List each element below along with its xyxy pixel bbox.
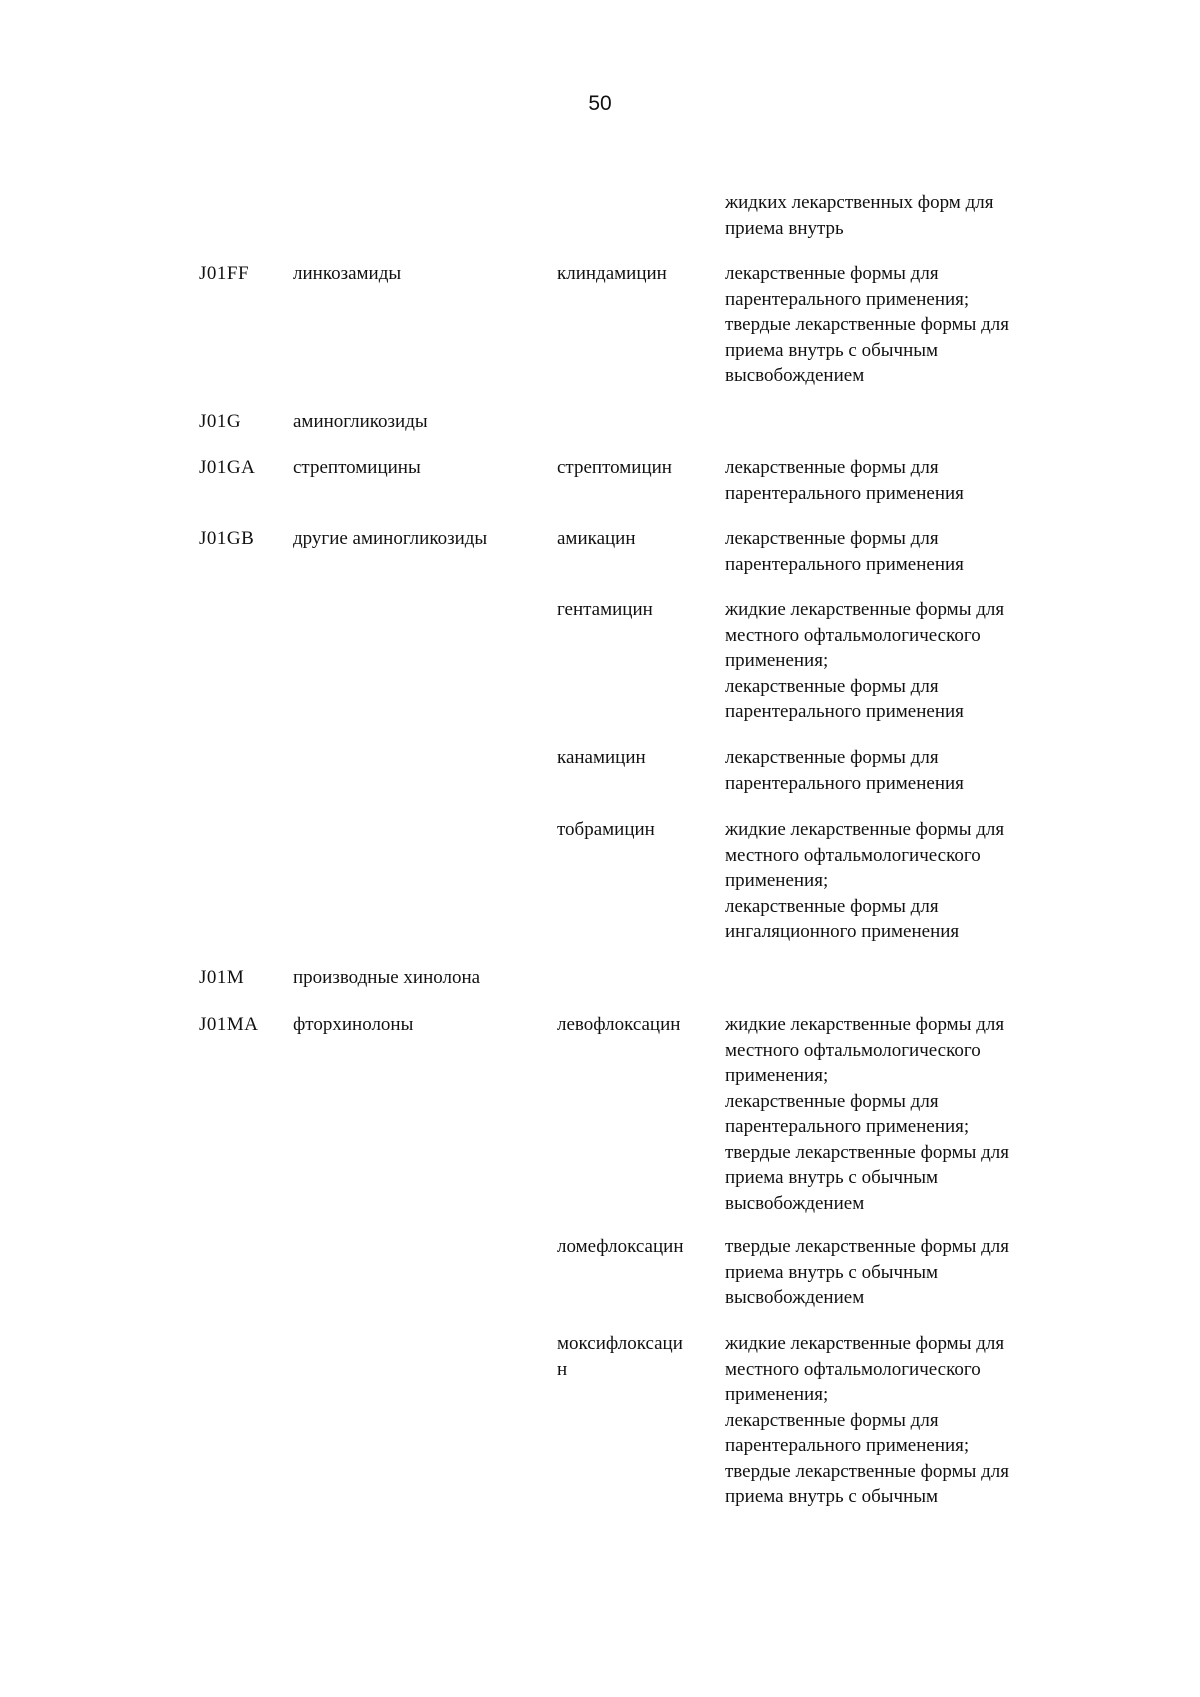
drug-name: стрептомицин xyxy=(557,457,672,478)
page-number: 50 xyxy=(588,92,612,115)
atc-group-name: фторхинолоны xyxy=(293,1014,414,1035)
atc-group-name: аминогликозиды xyxy=(293,411,428,432)
atc-code: J01GB xyxy=(199,528,255,549)
atc-code: J01FF xyxy=(199,263,250,284)
drug-name: гентамицин xyxy=(557,599,653,620)
dosage-form: жидких лекарственных форм для приема внутрь xyxy=(725,192,994,239)
dosage-form: жидкие лекарственные формы для местного офтальмологического применения; лекарственные формы для ингаляционного применения xyxy=(725,819,1005,942)
dosage-form: лекарственные формы для парентерального применения; твердые лекарственные формы для приема внутрь с обычным высвобождением xyxy=(725,263,1010,386)
atc-code: J01GA xyxy=(199,457,256,478)
atc-group-name: стрептомицины xyxy=(293,457,421,478)
atc-group-name: линкозамиды xyxy=(293,263,402,284)
dosage-form: лекарственные формы для парентерального применения xyxy=(725,747,964,794)
drug-name: моксифлоксаци н xyxy=(557,1333,683,1380)
dosage-form: твердые лекарственные формы для приема внутрь с обычным высвобождением xyxy=(725,1236,1010,1308)
dosage-form: жидкие лекарственные формы для местного офтальмологического применения; лекарственные формы для парентерального применения; твердые лекарственные формы для приема внутрь с обычным xyxy=(725,1333,1010,1507)
dosage-form: лекарственные формы для парентерального применения xyxy=(725,457,964,504)
drug-name: канамицин xyxy=(557,747,646,768)
atc-group-name: производные хинолона xyxy=(293,967,481,988)
atc-code: J01MA xyxy=(199,1014,259,1035)
dosage-form: лекарственные формы для парентерального применения xyxy=(725,528,964,575)
atc-group-name: другие аминогликозиды xyxy=(293,528,488,549)
dosage-form: жидкие лекарственные формы для местного офтальмологического применения; лекарственные формы для парентерального применения; твердые лекарственные формы для приема внутрь с обычным высвобождением xyxy=(725,1014,1010,1214)
drug-name: амикацин xyxy=(557,528,636,549)
dosage-form: жидкие лекарственные формы для местного офтальмологического применения; лекарственные формы для парентерального применения xyxy=(725,599,1005,722)
drug-name: клиндамицин xyxy=(557,263,667,284)
atc-code: J01G xyxy=(199,411,242,432)
atc-code: J01M xyxy=(199,967,245,988)
drug-name: ломефлоксацин xyxy=(557,1236,684,1257)
drug-name: левофлоксацин xyxy=(557,1014,681,1035)
drug-name: тобрамицин xyxy=(557,819,655,840)
